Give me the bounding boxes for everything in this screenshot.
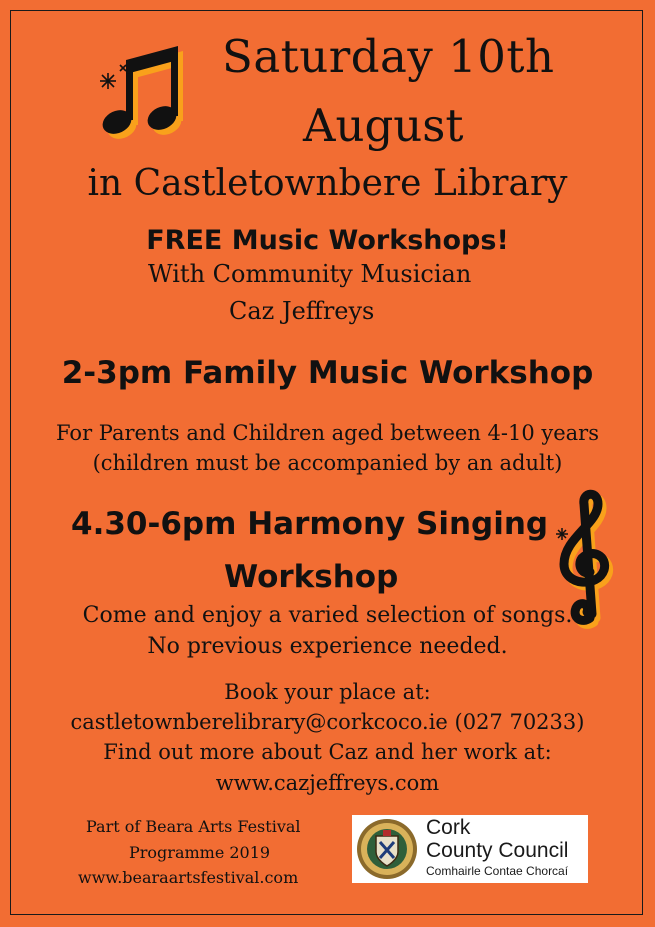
family-workshop-title: 2-3pm Family Music Workshop bbox=[61, 355, 594, 391]
harmony-workshop-title-line1: 4.30-6pm Harmony Singing bbox=[71, 506, 549, 542]
family-workshop-desc-line1: For Parents and Children aged between 4-10 years bbox=[56, 421, 599, 445]
council-irish-name: Comhairle Contae Chorcaí bbox=[426, 864, 569, 878]
event-headline: FREE Music Workshops! bbox=[146, 225, 509, 256]
festival-line2: Programme 2019 bbox=[129, 843, 271, 862]
harmony-workshop-title-line2: Workshop bbox=[224, 559, 399, 595]
family-workshop-desc-line2: (children must be accompanied by an adult) bbox=[92, 451, 563, 475]
musician-name: Caz Jeffreys bbox=[229, 297, 375, 325]
festival-website-link[interactable]: www.bearaartsfestival.com bbox=[78, 868, 299, 887]
eighth-notes-icon bbox=[100, 45, 200, 140]
harmony-workshop-desc-line1: Come and enjoy a varied selection of songs. bbox=[82, 603, 573, 628]
booking-email-phone[interactable]: castletownberelibrary@corkcoco.ie (027 70233) bbox=[70, 710, 585, 734]
harmony-workshop-desc-line2: No previous experience needed. bbox=[147, 634, 508, 659]
event-venue: in Castletownbere Library bbox=[87, 163, 568, 204]
council-name-line1: Cork bbox=[426, 816, 471, 839]
event-date-line2: August bbox=[303, 99, 464, 152]
cork-county-council-logo bbox=[352, 815, 588, 883]
musician-website-link[interactable]: www.cazjeffreys.com bbox=[215, 771, 440, 795]
booking-heading: Book your place at: bbox=[224, 680, 431, 704]
cork-crest-icon bbox=[354, 818, 420, 880]
festival-line1: Part of Beara Arts Festival bbox=[86, 817, 301, 836]
council-name-line2: County Council bbox=[426, 839, 569, 862]
event-date-line1: Saturday 10th bbox=[222, 30, 555, 83]
booking-more-info: Find out more about Caz and her work at: bbox=[103, 740, 552, 764]
musician-line1: With Community Musician bbox=[148, 260, 472, 288]
